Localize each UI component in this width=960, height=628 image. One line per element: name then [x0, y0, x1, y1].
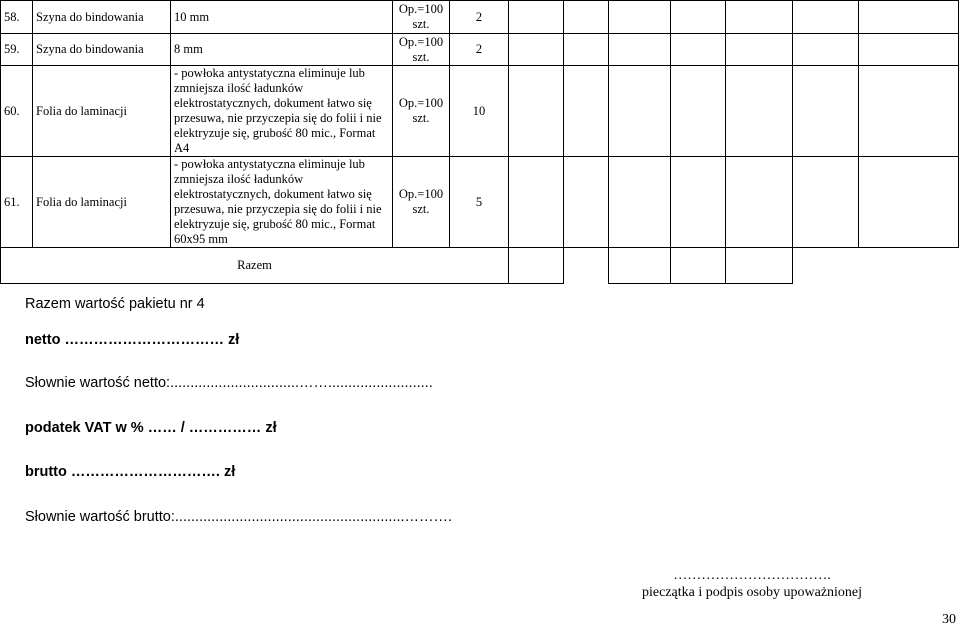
product-description: 8 mm [171, 34, 393, 66]
empty-cell [509, 157, 564, 248]
brutto-words-line: Słownie wartość brutto:.........................................................………. [25, 509, 453, 525]
page-number: 30 [942, 612, 956, 627]
product-description: - powłoka antystatyczna eliminuje lub zmniejsza ilość ładunków elektrostatycznych, dokument łatwo się przesuwa, nie przyczepia się do folii i nie elektryzuje się, grubość 80 mic., Format A4 [171, 66, 393, 157]
product-name: Szyna do bindowania [33, 34, 171, 66]
empty-cell [671, 157, 726, 248]
unit-cell: Op.=100 szt. [393, 66, 450, 157]
row-number: 61. [1, 157, 33, 248]
empty-cell [609, 1, 671, 34]
brutto-line: brutto …………………………. zł [25, 464, 236, 480]
empty-cell [726, 34, 793, 66]
empty-cell [564, 1, 609, 34]
unit-cell: Op.=100 szt. [393, 34, 450, 66]
empty-cell [726, 248, 793, 284]
empty-cell [726, 66, 793, 157]
quantity-cell: 5 [450, 157, 509, 248]
empty-cell [509, 248, 564, 284]
empty-cell [859, 1, 959, 34]
netto-words-line: Słownie wartość netto:................................…….......................... [25, 375, 433, 391]
quantity-cell: 2 [450, 34, 509, 66]
table-row [1, 1, 959, 34]
unit-cell: Op.=100 szt. [393, 1, 450, 34]
row-number: 58. [1, 1, 33, 34]
empty-cell [509, 34, 564, 66]
product-description: 10 mm [171, 1, 393, 34]
empty-cell [671, 1, 726, 34]
empty-cell [793, 66, 859, 157]
empty-cell [726, 1, 793, 34]
unit-cell: Op.=100 szt. [393, 157, 450, 248]
empty-cell [793, 248, 859, 284]
signature-block [636, 567, 868, 601]
table-row [1, 34, 959, 66]
empty-cell [859, 248, 959, 284]
empty-cell [859, 66, 959, 157]
empty-cell [509, 1, 564, 34]
empty-cell [564, 248, 609, 284]
empty-cell [793, 1, 859, 34]
netto-line: netto …………………………… zł [25, 332, 240, 348]
empty-cell [671, 66, 726, 157]
empty-cell [726, 157, 793, 248]
signature-label: pieczątka i podpis osoby upoważnionej [641, 585, 863, 600]
empty-cell [859, 34, 959, 66]
row-number: 59. [1, 34, 33, 66]
empty-cell [859, 157, 959, 248]
quantity-cell: 2 [450, 1, 509, 34]
quantity-cell: 10 [450, 66, 509, 157]
product-description: - powłoka antystatyczna eliminuje lub zmniejsza ilość ładunków elektrostatycznych, dokument łatwo się przesuwa, nie przyczepia się do folii i nie elektryzuje się, grubość 80 mic., Format 60x95 mm [171, 157, 393, 248]
empty-cell [793, 34, 859, 66]
empty-cell [564, 34, 609, 66]
product-name: Folia do laminacji [33, 66, 171, 157]
package-value-heading: Razem wartość pakietu nr 4 [25, 296, 205, 312]
table-row [1, 66, 959, 157]
empty-cell [609, 157, 671, 248]
empty-cell [564, 157, 609, 248]
empty-cell [671, 248, 726, 284]
empty-cell [564, 66, 609, 157]
total-row [1, 248, 959, 284]
total-label: Razem [1, 248, 509, 284]
empty-cell [609, 34, 671, 66]
empty-cell [509, 66, 564, 157]
signature-dots: ……………………………. [673, 568, 831, 583]
empty-cell [609, 248, 671, 284]
empty-cell [793, 157, 859, 248]
empty-cell [671, 34, 726, 66]
items-table [0, 0, 959, 284]
table-row [1, 157, 959, 248]
vat-line: podatek VAT w % …… / …………… zł [25, 420, 277, 436]
product-name: Szyna do bindowania [33, 1, 171, 34]
row-number: 60. [1, 66, 33, 157]
empty-cell [609, 66, 671, 157]
product-name: Folia do laminacji [33, 157, 171, 248]
